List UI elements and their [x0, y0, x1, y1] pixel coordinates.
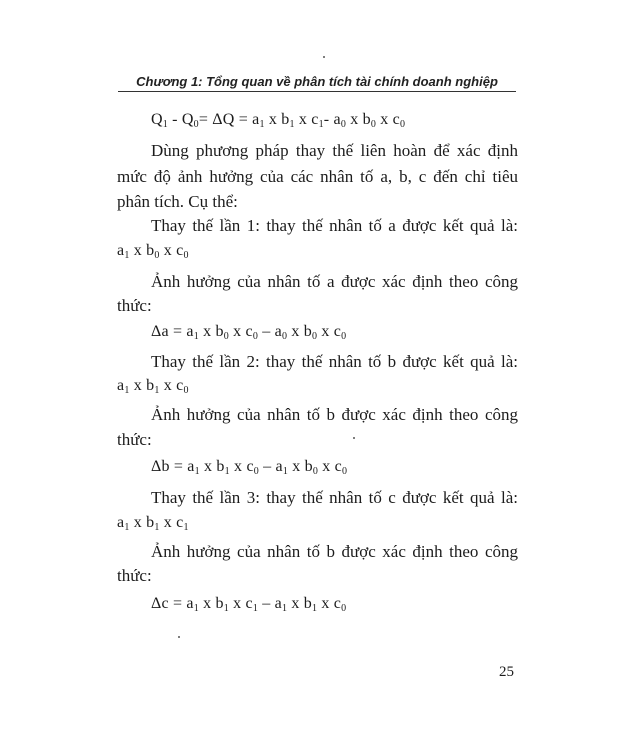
formula-subscript: 1	[289, 119, 295, 130]
formula-text: x b	[129, 514, 155, 531]
formula-subscript: 1	[282, 466, 289, 477]
formula-subscript: 0	[341, 331, 347, 342]
formula-subscript: 1	[223, 603, 229, 614]
formula-subscript: 0	[312, 466, 319, 477]
formula-subscript: 1	[318, 119, 324, 130]
formula-text: x c	[376, 111, 400, 128]
formula-subscript: 0	[183, 250, 189, 261]
formula-subscript: 0	[281, 331, 288, 342]
running-header: Chương 1: Tổng quan về phân tích tài chính doanh nghiệp	[136, 74, 498, 89]
scan-speck	[353, 437, 355, 439]
formula-text: Δb = a	[151, 458, 195, 475]
formula-text: x b	[198, 323, 224, 340]
formula-delta-b	[151, 457, 347, 477]
formula-text: x c	[317, 323, 342, 340]
formula-subscript: 0	[399, 119, 406, 130]
formula-subscript: 0	[154, 250, 160, 261]
effect-b-line-2: thức:	[117, 430, 152, 449]
formula-subscript: 0	[223, 331, 229, 342]
formula-text: x b	[198, 595, 224, 612]
formula-subscript: 0	[341, 603, 347, 614]
effect-a-line-1: Ảnh hưởng của nhân tố a được xác định theo công	[151, 272, 518, 291]
formula-text: - a	[323, 111, 341, 128]
formula-subscript: 0	[370, 119, 377, 130]
formula-subscript: 1	[162, 119, 168, 130]
formula-text: x c	[229, 458, 254, 475]
formula-text: a	[117, 242, 125, 259]
step2-text: Thay thế lần 2: thay thế nhân tố b được kết quả là:	[151, 352, 518, 371]
formula-text: x c	[159, 242, 184, 259]
formula-subscript: 1	[124, 250, 130, 261]
intro-line-3: phân tích. Cụ thể:	[117, 192, 238, 211]
formula-subscript: 1	[224, 466, 230, 477]
formula-subscript: 1	[154, 522, 160, 533]
formula-text: - Q	[167, 111, 194, 128]
formula-subscript: 0	[183, 385, 189, 396]
formula-text: = ΔQ = a	[198, 111, 260, 128]
formula-text: x b	[288, 458, 313, 475]
formula-subscript: 1	[193, 603, 199, 614]
formula-text: x c	[294, 111, 319, 128]
formula-subscript: 0	[253, 466, 259, 477]
formula-subscript: 1	[194, 466, 200, 477]
formula-subscript: 0	[340, 119, 347, 130]
formula-text: x b	[287, 323, 312, 340]
formula-subscript: 1	[252, 603, 259, 614]
formula-subscript: 0	[193, 119, 199, 130]
formula-text: x b	[264, 111, 290, 128]
effect-c-line-1: Ảnh hưởng của nhân tố b được xác định theo công	[151, 542, 518, 561]
step1-text: Thay thế lần 1: thay thế nhân tố a được kết quả là:	[151, 216, 518, 235]
formula-subscript: 1	[193, 331, 199, 342]
intro-line-2: mức độ ảnh hưởng của các nhân tố a, b, c đến chỉ tiêu	[117, 167, 518, 186]
formula-subscript: 0	[311, 331, 318, 342]
formula-text: Δc = a	[151, 595, 194, 612]
formula-text: x b	[129, 377, 155, 394]
formula-text: x b	[346, 111, 371, 128]
formula-text: Q	[151, 111, 163, 128]
intro-line-1: Dùng phương pháp thay thế liên hoàn để xác định	[151, 141, 518, 160]
formula-subscript: 0	[252, 331, 259, 342]
step1-result	[117, 241, 189, 261]
scan-speck	[178, 636, 180, 638]
effect-c-line-2: thức:	[117, 566, 152, 585]
formula-subscript: 1	[259, 119, 265, 130]
formula-text: Δa = a	[151, 323, 194, 340]
formula-total-change	[151, 110, 405, 130]
effect-b-line-1: Ảnh hưởng của nhân tố b được xác định theo công	[151, 405, 518, 424]
formula-text: – a	[258, 458, 283, 475]
formula-text: a	[117, 514, 125, 531]
formula-text: x b	[199, 458, 225, 475]
formula-subscript: 1	[154, 385, 160, 396]
header-rule	[118, 91, 516, 92]
step3-result	[117, 513, 189, 533]
page-number: 25	[499, 664, 514, 680]
formula-delta-c	[151, 594, 346, 614]
formula-text: x b	[287, 595, 312, 612]
formula-text: a	[117, 377, 125, 394]
formula-text: x c	[159, 514, 184, 531]
formula-subscript: 1	[183, 522, 189, 533]
formula-subscript: 0	[341, 466, 348, 477]
formula-subscript: 1	[124, 522, 130, 533]
formula-text: x c	[318, 458, 342, 475]
formula-text: x c	[228, 323, 253, 340]
formula-text: x b	[129, 242, 155, 259]
step3-text: Thay thế lần 3: thay thế nhân tố c được kết quả là:	[151, 488, 518, 507]
formula-text: x c	[317, 595, 342, 612]
formula-text: – a	[258, 323, 282, 340]
scan-speck	[323, 56, 325, 58]
formula-delta-a	[151, 322, 346, 342]
formula-subscript: 1	[281, 603, 288, 614]
formula-text: x c	[228, 595, 253, 612]
formula-subscript: 1	[311, 603, 318, 614]
formula-text: – a	[258, 595, 282, 612]
effect-a-line-2: thức:	[117, 296, 152, 315]
formula-subscript: 1	[124, 385, 130, 396]
step2-result	[117, 376, 189, 396]
formula-text: x c	[159, 377, 184, 394]
